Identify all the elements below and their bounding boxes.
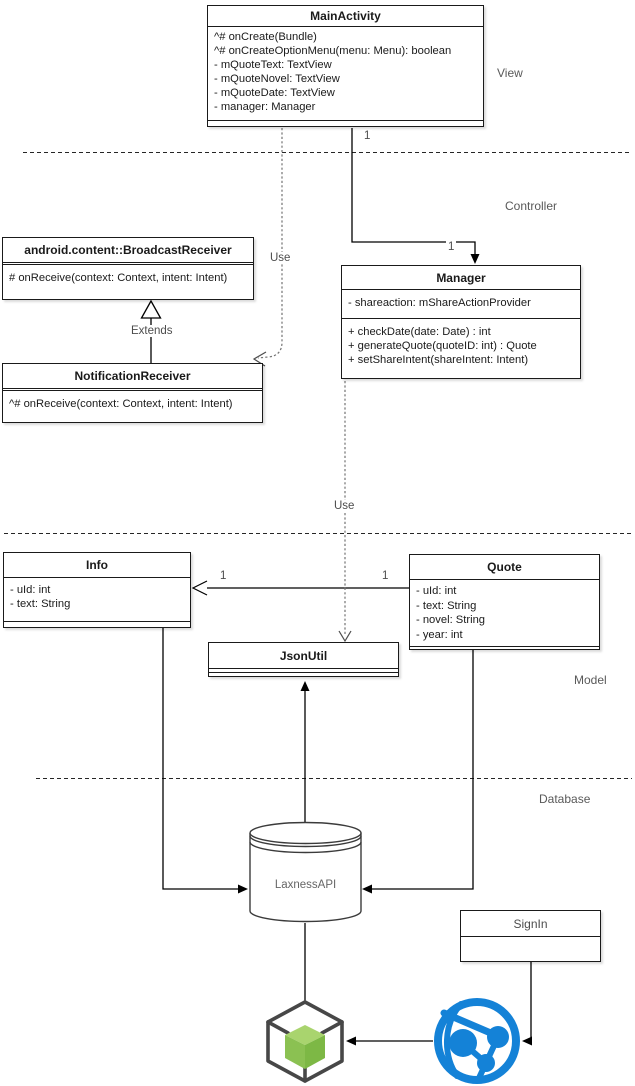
class-members [3,390,262,422]
edge-signin-to-globe [529,962,531,1041]
use-label-jsonutil: Use [334,500,355,512]
edge-mainactivity-to-manager [352,128,475,257]
class-methods [342,318,580,378]
web-globe-icon [431,996,523,1086]
globe-node-large [449,1029,477,1057]
multiplicity-label: 1 [382,570,389,582]
member-line: - shareaction: mShareActionProvider [348,297,531,309]
empty-compartment [208,120,483,126]
class-box-info [3,552,191,628]
class-title: Info [86,558,108,572]
class-box-manager [341,265,581,379]
member-line: ^# onCreateOptionMenu(menu: Menu): boolean [214,44,452,57]
extends-triangle [142,301,161,318]
empty-compartment [410,646,599,651]
arrowhead-manager [471,254,480,264]
empty-compartment [461,936,600,961]
class-members [3,264,253,299]
member-line: + setShareIntent(shareIntent: Intent) [348,353,529,366]
class-members [4,577,190,621]
globe-node-mid [487,1026,509,1048]
member-line: - mQuoteDate: TextView [214,86,335,99]
class-title: android.content::BroadcastReceiver [24,243,232,257]
database-cylinder-label: LaxnessAPI [274,879,337,891]
class-box-quote [409,554,600,650]
extends-label: Extends [131,325,173,337]
layer-label-database: Database [539,792,591,806]
class-attributes [342,289,580,318]
layer-label-view: View [497,66,523,80]
class-box-jsonutil [208,642,399,677]
globe-node-small [477,1054,495,1072]
member-line: - year: int [416,628,463,641]
class-title: SignIn [513,916,548,931]
open-arrowhead-info [193,581,207,595]
member-line: + checkDate(date: Date) : int [348,326,491,338]
edge-quote-to-laxnessapi [370,650,473,889]
database-cylinder [248,820,363,924]
layer-label-controller: Controller [505,199,558,213]
member-line: - mQuoteNovel: TextView [214,72,340,85]
class-box-notificationreceiver [2,363,263,423]
member-line: - uId: int [10,584,51,596]
member-line: ^# onReceive(context: Context, intent: Intent) [9,398,233,410]
edge-use-mainactivity-to-notificationreceiver [258,128,282,358]
use-label-notification: Use [270,252,291,264]
class-title: Quote [487,560,522,574]
package-cube-icon [262,1000,348,1084]
empty-compartment [209,672,398,676]
class-title: Manager [436,270,486,285]
class-members [208,26,483,120]
class-box-mainactivity [207,5,484,127]
member-line: - manager: Manager [214,100,316,113]
class-members [410,579,599,646]
class-box-signin [460,910,601,962]
class-title: JsonUtil [279,648,328,663]
multiplicity-label: 1 [364,130,371,142]
layer-label-model: Model [574,673,607,687]
member-line: + generateQuote(quoteID: int) : Quote [348,339,537,352]
arrowhead-globe [522,1037,532,1046]
arrowhead-laxnessapi-left [238,885,248,894]
member-line: - text: String [416,599,477,612]
member-line: ^# onCreate(Bundle) [214,31,317,43]
class-title: MainActivity [310,9,381,23]
member-line: # onReceive(context: Context, intent: Intent) [9,272,228,284]
class-box-broadcastreceiver [2,237,254,300]
arrowhead-jsonutil-bottom [301,681,310,691]
multiplicity-label: 1 [448,241,455,253]
arrowhead-laxnessapi-right [362,885,372,894]
member-line: - mQuoteText: TextView [214,58,332,71]
class-title: NotificationReceiver [74,369,191,383]
multiplicity-label: 1 [220,570,227,582]
member-line: - novel: String [416,614,486,627]
empty-compartment [4,621,190,627]
member-line: - text: String [10,598,71,610]
member-line: - uId: int [416,585,457,597]
